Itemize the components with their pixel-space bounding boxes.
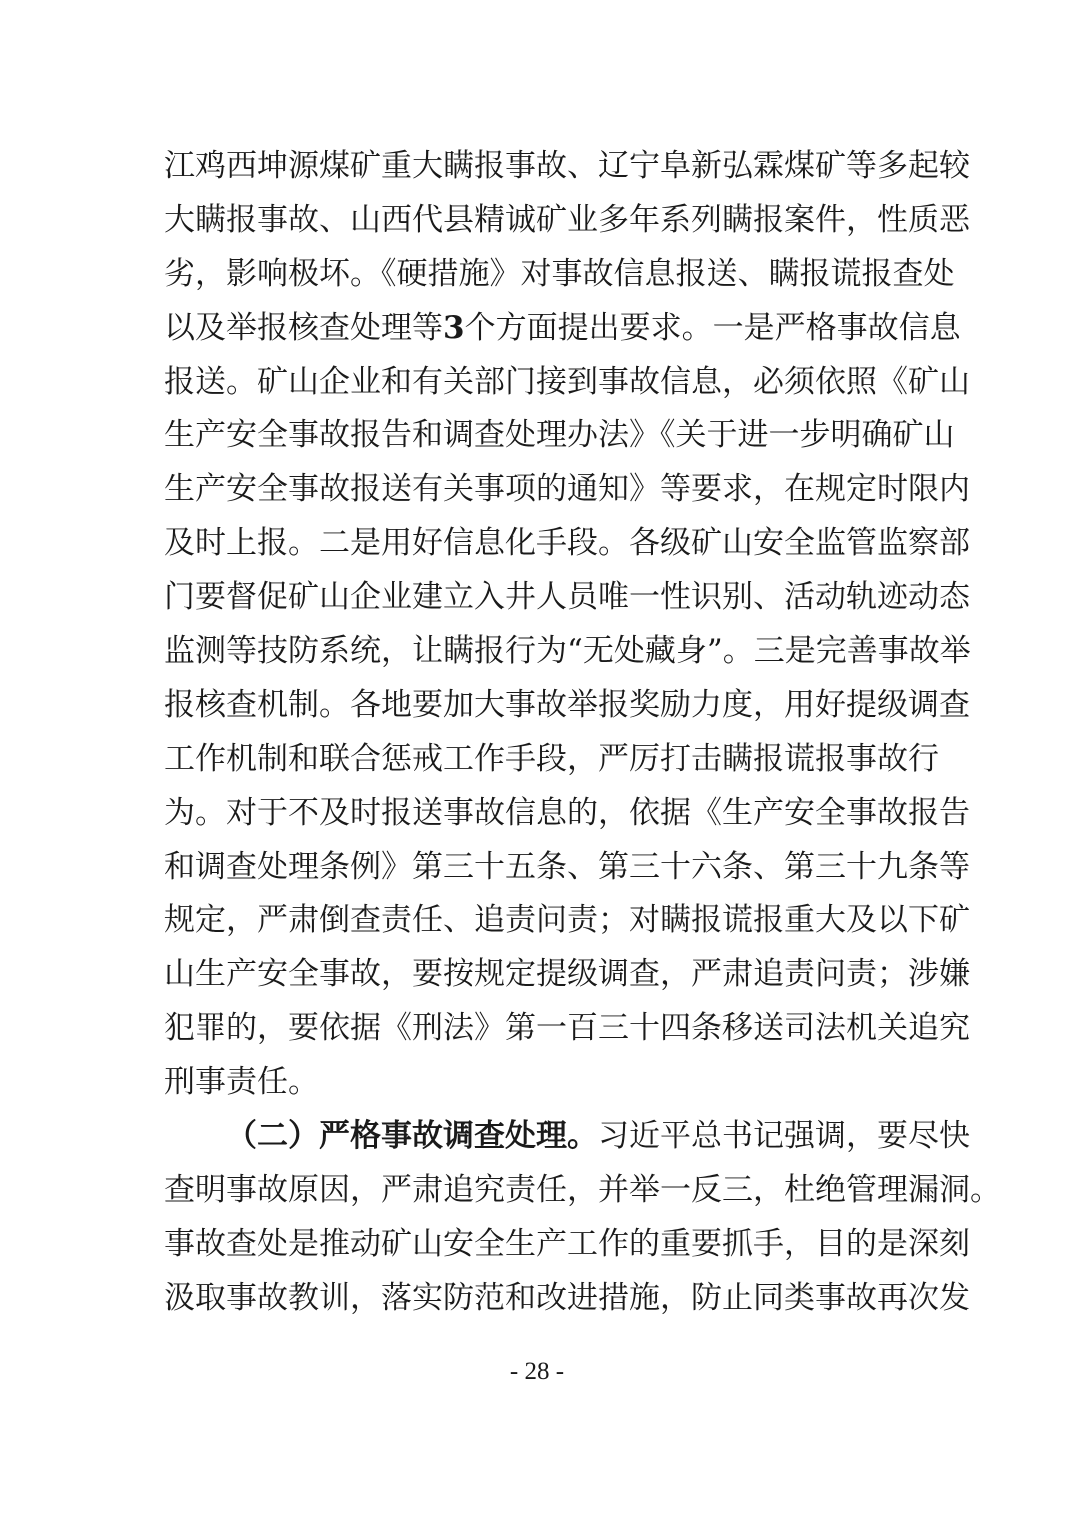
number-text: 3 (443, 309, 465, 346)
text-line: 生产安全事故报送有关事项的通知》等要求，在规定时限内 (164, 471, 970, 508)
text-segment: 以及举报核查处理等 (164, 309, 443, 346)
text-segment: 习近平总书记强调，要尽快 (598, 1118, 970, 1155)
text-line: 报送。矿山企业和有关部门接到事故信息，必须依照《矿山 (164, 363, 970, 400)
text-line: 门要督促矿山企业建立入井人员唯一性识别、活动轨迹动态 (164, 579, 970, 616)
text-line: 江鸡西坤源煤矿重大瞒报事故、辽宁阜新弘霖煤矿等多起较 (164, 148, 970, 184)
page-number: - 28 - (509, 1358, 565, 1385)
text-line: 刑事责任。 (164, 1064, 319, 1101)
text-line: 规定，严肃倒查责任、追责问责；对瞒报谎报重大及以下矿 (164, 902, 970, 939)
text-line: 和调查处理条例》第三十五条、第三十六条、第三十九条等 (164, 848, 970, 885)
section-heading: （二）严格事故调查处理。 (226, 1118, 598, 1155)
text-line: 为。对于不及时报送事故信息的，依据《生产安全事故报告 (164, 794, 970, 831)
text-line: 工作机制和联合惩戒工作手段，严厉打击瞒报谎报事故行 (164, 740, 939, 777)
text-line: 劣，影响极坏。《硬措施》对事故信息报送、瞒报谎报查处 (164, 255, 955, 292)
text-line: 犯罪的，要依据《刑法》第一百三十四条移送司法机关追究 (164, 1010, 970, 1047)
text-line: 事故查处是推动矿山安全生产工作的重要抓手，目的是深刻 (164, 1225, 970, 1262)
section-heading-line (164, 1110, 970, 1164)
text-line: 大瞒报事故、山西代县精诚矿业多年系列瞒报案件，性质恶 (164, 201, 970, 238)
text-line: 报核查机制。各地要加大事故举报奖励力度，用好提级调查 (164, 686, 970, 723)
text-line: 及时上报。二是用好信息化手段。各级矿山安全监管监察部 (164, 525, 970, 562)
text-line: 查明事故原因，严肃追究责任，并举一反三，杜绝管理漏洞。 (164, 1171, 1001, 1208)
text-line: 山生产安全事故，要按规定提级调查，严肃追责问责；涉嫌 (164, 956, 970, 993)
body-text (164, 140, 1001, 1326)
text-line: 生产安全事故报告和调查处理办法》《关于进一步明确矿山 (164, 417, 955, 454)
text-line: 汲取事故教训，落实防范和改进措施，防止同类事故再次发 (164, 1279, 970, 1316)
text-line: 监测等技防系统，让瞒报行为“无处藏身”。三是完善事故举 (164, 633, 971, 670)
text-line (164, 302, 961, 356)
text-segment: 个方面提出要求。一是严格事故信息 (464, 309, 961, 346)
